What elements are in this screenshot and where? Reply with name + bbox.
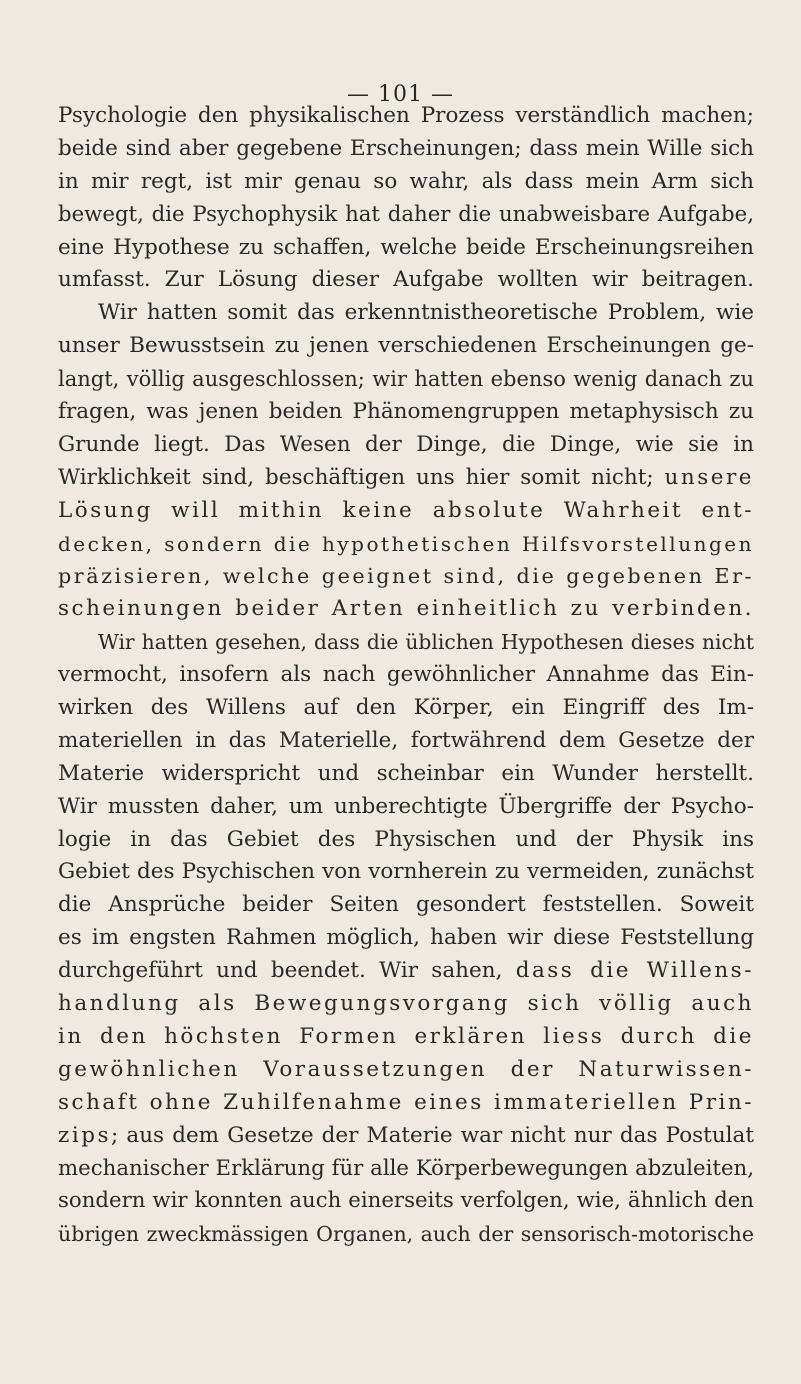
text-segment: Materie widerspricht und scheinbar ein Wunder herstellt. bbox=[58, 760, 754, 786]
text-segment: in mir regt, ist mir genau so wahr, als dass mein Arm sich bbox=[58, 168, 754, 194]
page-number: — 101 — bbox=[347, 82, 454, 107]
emphasized-text: zips bbox=[58, 1122, 111, 1148]
text-segment: Wir hatten gesehen, dass die üblichen Hypothesen dieses nicht bbox=[98, 630, 754, 655]
text-segment: umfasst. Zur Lösung dieser Aufgabe wollten wir beitragen. bbox=[58, 267, 754, 293]
text-segment: wirken des Willens auf den Körper, ein Eingriff des Im- bbox=[58, 695, 754, 721]
text-line bbox=[58, 988, 754, 1021]
text-segment: Wir mussten daher, um unberechtigte Übergriffe der Psycho- bbox=[58, 793, 754, 819]
text-segment: Gebiet des Psychischen von vornherein zu vermeiden, zunächst bbox=[58, 859, 754, 885]
text-line bbox=[58, 462, 754, 495]
text-segment: unser Bewusstsein zu jenen verschiedenen Erscheinungen ge- bbox=[58, 333, 754, 359]
text-segment: es im engsten Rahmen möglich, haben wir diese Feststellung bbox=[58, 925, 754, 951]
text-segment: logie in das Gebiet des Physischen und der Physik ins bbox=[58, 826, 754, 852]
text-segment: Wirklichkeit sind, beschäftigen uns hier somit nicht; bbox=[58, 464, 665, 490]
text-line bbox=[58, 166, 754, 199]
emphasized-text: schaft ohne Zuhilfenahme eines immateriellen Prin- bbox=[58, 1089, 754, 1115]
text-segment: fragen, was jenen beiden Phänomengruppen metaphysisch zu bbox=[58, 399, 754, 425]
emphasized-text: decken, sondern die hypothetischen Hilfsvorstellungen bbox=[58, 531, 754, 556]
text-line bbox=[58, 1054, 754, 1087]
text-segment: ; aus dem Gesetze der Materie war nicht nur das Postulat bbox=[111, 1122, 754, 1148]
text-line bbox=[58, 560, 754, 593]
text-segment: übrigen zweckmässigen Organen, auch der sensorisch-motorische bbox=[58, 1222, 754, 1247]
text-line bbox=[58, 1185, 754, 1218]
text-line bbox=[58, 824, 754, 857]
emphasized-text: Lösung will mithin keine absolute Wahrheit ent- bbox=[58, 497, 754, 523]
text-segment: sondern wir konnten auch einerseits verfolgen, wie, ähnlich den bbox=[58, 1188, 754, 1214]
text-line bbox=[58, 889, 754, 922]
text-line bbox=[58, 1087, 754, 1120]
text-segment: beide sind aber gegebene Erscheinungen; dass mein Wille sich bbox=[58, 135, 754, 161]
text-line bbox=[58, 429, 754, 462]
text-line bbox=[58, 297, 754, 330]
text-line bbox=[58, 758, 754, 791]
text-line bbox=[58, 955, 754, 988]
text-line bbox=[58, 922, 754, 955]
text-line bbox=[58, 396, 754, 429]
text-segment: Wir hatten somit das erkenntnistheoretische Problem, wie bbox=[98, 300, 754, 326]
emphasized-text: scheinungen beider Arten einheitlich zu verbinden. bbox=[58, 596, 754, 622]
text-line bbox=[58, 1218, 754, 1251]
text-line bbox=[58, 659, 754, 692]
text-segment: mechanischer Erklärung für alle Körperbewegungen abzuleiten, bbox=[58, 1155, 754, 1181]
text-segment: Grunde liegt. Das Wesen der Dinge, die Dinge, wie sie in bbox=[58, 431, 754, 457]
text-line bbox=[58, 232, 754, 265]
text-line bbox=[58, 528, 754, 561]
emphasized-text: unsere bbox=[664, 464, 754, 490]
text-line bbox=[58, 330, 754, 363]
text-line bbox=[58, 264, 754, 297]
text-line bbox=[58, 1153, 754, 1186]
text-line bbox=[58, 593, 754, 626]
emphasized-text: gewöhnlichen Voraussetzungen der Naturwissen- bbox=[58, 1056, 754, 1082]
emphasized-text: handlung als Bewegungsvorgang sich völlig auch bbox=[58, 991, 754, 1017]
text-line bbox=[58, 856, 754, 889]
text-segment: durchgeführt und beendet. Wir sahen, bbox=[58, 958, 516, 984]
emphasized-text: dass die Willens- bbox=[515, 958, 754, 984]
text-line bbox=[58, 495, 754, 528]
text-line bbox=[58, 1021, 754, 1054]
text-segment: materiellen in das Materielle, fortwährend dem Gesetze der bbox=[58, 727, 754, 753]
text-line bbox=[58, 133, 754, 166]
text-segment: eine Hypothese zu schaffen, welche beide Erscheinungsreihen bbox=[58, 234, 754, 260]
text-line bbox=[58, 1120, 754, 1153]
body-text bbox=[58, 100, 754, 1251]
text-line bbox=[58, 363, 754, 396]
text-segment: die Ansprüche beider Seiten gesondert feststellen. Soweit bbox=[58, 892, 754, 918]
text-segment: bewegt, die Psychophysik hat daher die unabweisbare Aufgabe, bbox=[58, 201, 754, 227]
text-line bbox=[58, 692, 754, 725]
text-line bbox=[58, 100, 754, 133]
emphasized-text: präzisieren, welche geeignet sind, die gegebenen Er- bbox=[58, 564, 754, 589]
text-segment: Psychologie den physikalischen Prozess verständlich machen; bbox=[58, 103, 754, 128]
text-line bbox=[58, 199, 754, 232]
text-segment: langt, völlig ausgeschlossen; wir hatten ebenso wenig danach zu bbox=[58, 367, 754, 392]
text-line bbox=[58, 791, 754, 824]
text-line bbox=[58, 725, 754, 758]
emphasized-text: in den höchsten Formen erklären liess durch die bbox=[58, 1023, 754, 1049]
text-segment: vermocht, insofern als nach gewöhnlicher Annahme das Ein- bbox=[58, 662, 754, 688]
text-line bbox=[58, 626, 754, 659]
